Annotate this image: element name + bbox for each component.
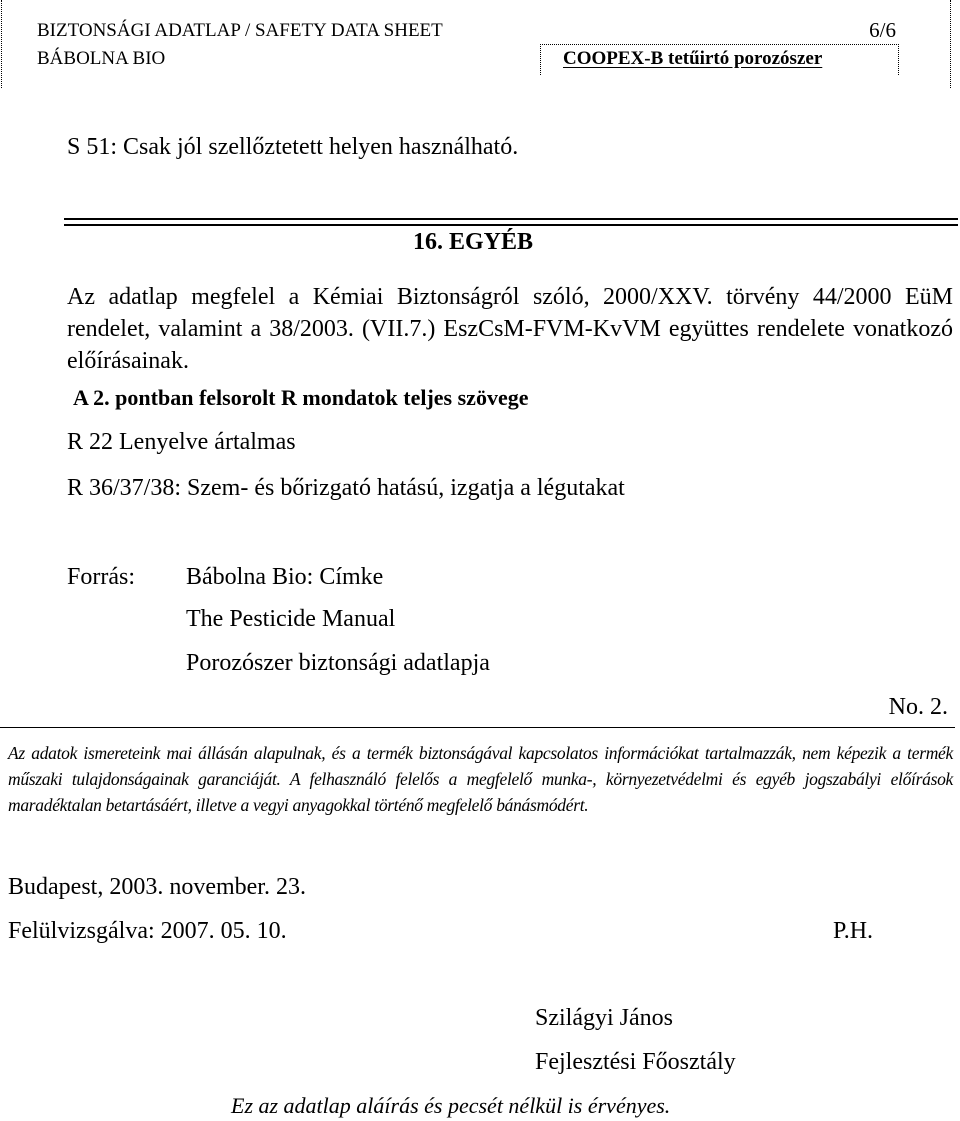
section-16-paragraph: Az adatlap megfelel a Kémiai Biztonságról szóló, 2000/XXV. törvény 44/2000 EüM rendelet, valamint a 38/2003. (VII.7.) EszCsM-FVM-KvVM együttes rendelete vonatkozó előírásainak. [67, 284, 953, 374]
header-title: BIZTONSÁGI ADATLAP / SAFETY DATA SHEET [37, 20, 443, 41]
header-left-border [1, 0, 2, 88]
disclaimer-text: Az adatok ismereteink mai állásán alapulnak, és a termék biztonságával kapcsolatos információkat tartalmazzák, nem képezik a termék műszaki tulajdonságainak garanciáját. A felhasználó felelős a megfelelő munka-, környezetvédelmi és egyéb jogszabályi előírások maradéktalan betartásáért, illetve a vegyi anyagokkal történő megfelelő bánásmódért. [8, 743, 953, 815]
s51-phrase: S 51: Csak jól szellőztetett helyen használható. [67, 134, 519, 160]
signer-name: Szilágyi János [535, 1005, 673, 1031]
source-item: The Pesticide Manual [186, 606, 396, 632]
page-number: 6/6 [869, 18, 896, 42]
document-number: No. 2. [888, 694, 948, 720]
signer-department: Fejlesztési Főosztály [535, 1049, 736, 1075]
section-16-title: 16. EGYÉB [413, 229, 534, 255]
header-company: BÁBOLNA BIO [37, 48, 166, 69]
place-and-date: Budapest, 2003. november. 23. [8, 874, 306, 900]
review-date: Felülvizsgálva: 2007. 05. 10. [8, 918, 287, 944]
r-phrases-heading: A 2. pontban felsorolt R mondatok teljes szövege [73, 385, 529, 410]
disclaimer-divider [0, 727, 955, 728]
validity-note: Ez az adatlap aláírás és pecsét nélkül is érvényes. [231, 1093, 671, 1118]
header-right-border [950, 0, 951, 88]
sources-label: Forrás: [67, 564, 135, 590]
r-phrase-item: R 36/37/38: Szem- és bőrizgató hatású, izgatja a légutakat [67, 475, 625, 501]
stamp-placeholder: P.H. [833, 918, 874, 944]
source-item: Bábolna Bio: Címke [186, 564, 384, 590]
product-name: COOPEX-B tetűirtó porozószer [563, 48, 823, 69]
r-phrase-item: R 22 Lenyelve ártalmas [67, 429, 296, 455]
source-item: Porozószer biztonsági adatlapja [186, 650, 490, 676]
section-divider [64, 218, 958, 226]
